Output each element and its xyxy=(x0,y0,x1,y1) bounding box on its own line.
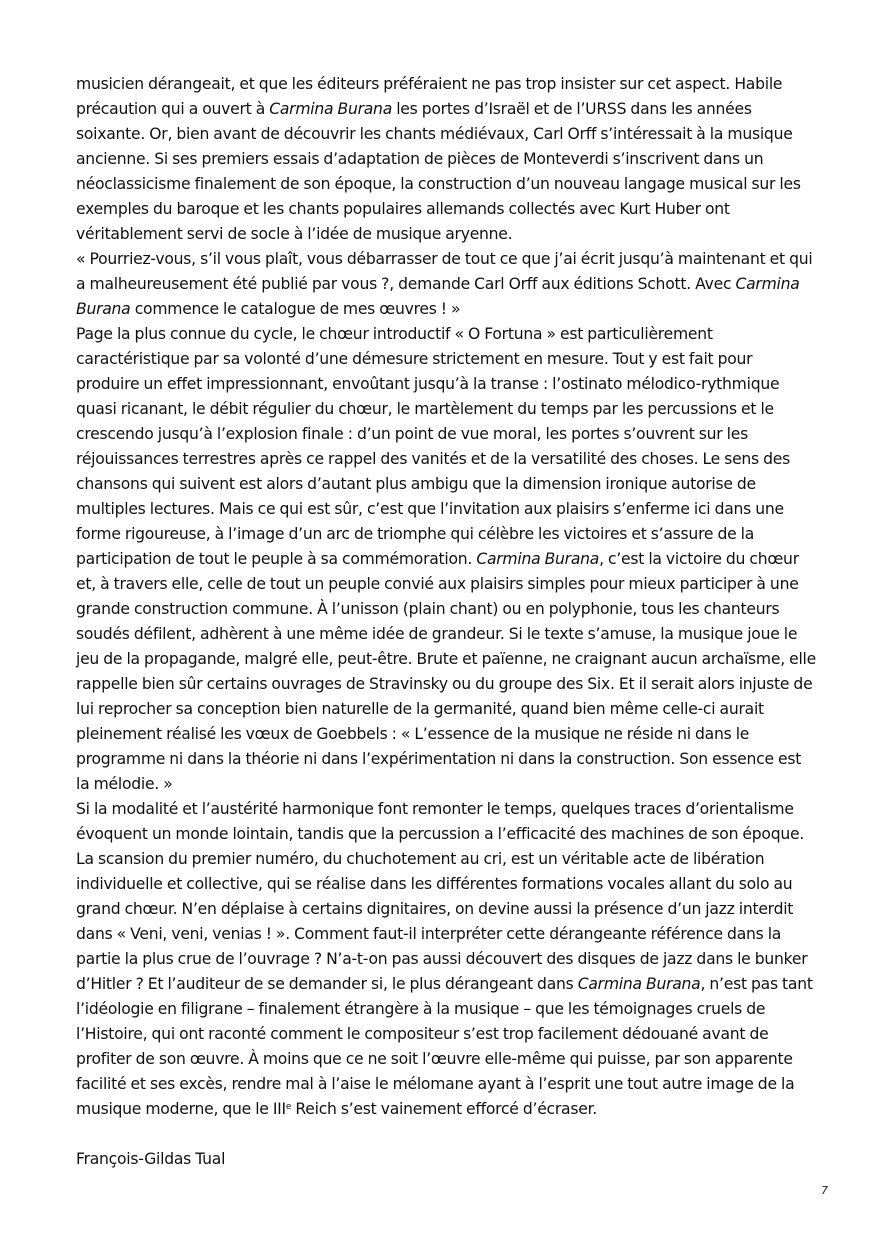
text-segment: , c’est la victoire du chœur et, à travers elle, celle de tout un peuple convié aux plaisirs simples pour mieux participer à une grande construction commune. À l’unisson (plain chant) ou en polyphonie, tous les chanteurs soudés défilent, adhèrent à une même idée de grandeur. Si le texte s’amuse, la musique joue le jeu de la propagande, malgré elle, peut-être. Brute et païenne, ne craignant aucun archaïsme, elle rappelle bien sûr certains ouvrages de Stravinsky ou du groupe des Six. Et il serait alors injuste de lui reprocher sa conception bien naturelle de la germanité, quand bien même celle-ci aurait pleinement réalisé les vœux de Goebbels : « L’essence de la musique ne réside ni dans le programme ni dans la théorie ni dans l’expérimentation ni dans la construction. Son essence est la mélodie. » xyxy=(76,550,816,793)
superscript: e xyxy=(285,1102,292,1112)
page-number: 7 xyxy=(821,1184,828,1197)
text-segment: commence le catalogue de mes œuvres ! » xyxy=(130,300,461,318)
work-title: Carmina Burana xyxy=(577,975,701,993)
author-signature: François-Gildas Tual xyxy=(76,1150,226,1168)
text-segment: Si la modalité et l’austérité harmonique font remonter le temps, quelques traces d’orientalisme évoquent un monde lointain, tandis que la percussion a l’efficacité des machines de son époque. La scansion du premier numéro, du chuchotement au cri, est un véritable acte de libération individuelle et collective, qui se réalise dans les différentes formations vocales allant du solo au grand chœur. N’en déplaise à certains dignitaires, on devine aussi la présence d’un jazz interdit dans « Veni, veni, venias ! ». Comment faut-il interpréter cette dérangeante référence dans la partie la plus crue de l’ouvrage ? N’a-t-on pas aussi découvert des disques de jazz dans le bunker d’Hitler ? Et l’auditeur de se demander si, le plus dérangeant dans xyxy=(76,800,808,993)
work-title: Carmina Burana xyxy=(476,550,600,568)
paragraph-4 xyxy=(76,797,816,1122)
text-segment: , n’est pas tant l’idéologie en filigrane – finalement étrangère à la musique – que les témoignages cruels de l’Histoire, qui ont raconté comment le compositeur s’est trop facilement dédouané avant de profiter de son œuvre. À moins que ce ne soit l’œuvre elle-même qui puisse, par son apparente facilité et ses excès, rendre mal à l’aise le mélomane ayant à l’esprit une tout autre image de la musique moderne, que le III xyxy=(76,975,813,1118)
text-segment: Page la plus connue du cycle, le chœur introductif « O Fortuna » est particulièrement caractéristique par sa volonté d’une démesure strictement en mesure. Tout y est fait pour produire un effet impressionnant, envoûtant jusqu’à la transe : l’ostinato mélodico-rythmique quasi ricanant, le débit régulier du chœur, le martèlement du temps par les percussions et le crescendo jusqu’à l’explosion finale : d’un point de vue moral, les portes s’ouvrent sur les réjouissances terrestres après ce rappel des vanités et de la versatilité des choses. Le sens des chansons qui suivent est alors d’autant plus ambigu que la dimension ironique autorise de multiples lectures. Mais ce qui est sûr, c’est que l’invitation aux plaisirs s’enferme ici dans une forme rigoureuse, à l’image d’un arc de triomphe qui célèbre les victoires et s’assure de la participation de tout le peuple à sa commémoration. xyxy=(76,325,790,568)
paragraph-2 xyxy=(76,247,816,322)
text-segment: les portes d’Israël et de l’URSS dans les années soixante. Or, bien avant de découvrir les chants médiévaux, Carl Orff s’intéressait à la musique ancienne. Si ses premiers essais d’adaptation de pièces de Monteverdi s’inscrivent dans un néoclassicisme finalement de son époque, la construction d’un nouveau langage musical sur les exemples du baroque et les chants populaires allemands collectés avec Kurt Huber ont véritablement servi de socle à l’idée de musique aryenne. xyxy=(76,100,801,243)
paragraph-3 xyxy=(76,322,816,797)
text-segment: Reich s’est vainement efforcé d’écraser. xyxy=(291,1100,598,1118)
work-title: Carmina Burana xyxy=(76,275,800,318)
article-body xyxy=(76,72,816,1172)
text-segment: « Pourriez-vous, s’il vous plaît, vous débarrasser de tout ce que j’ai écrit jusqu’à maintenant et qui a malheureusement été publié par vous ?, demande Carl Orff aux éditions Schott. Avec xyxy=(76,250,813,293)
text-segment: musicien dérangeait, et que les éditeurs préféraient ne pas trop insister sur cet aspect. Habile précaution qui a ouvert à xyxy=(76,75,783,118)
paragraph-1 xyxy=(76,72,816,247)
work-title: Carmina Burana xyxy=(269,100,392,118)
